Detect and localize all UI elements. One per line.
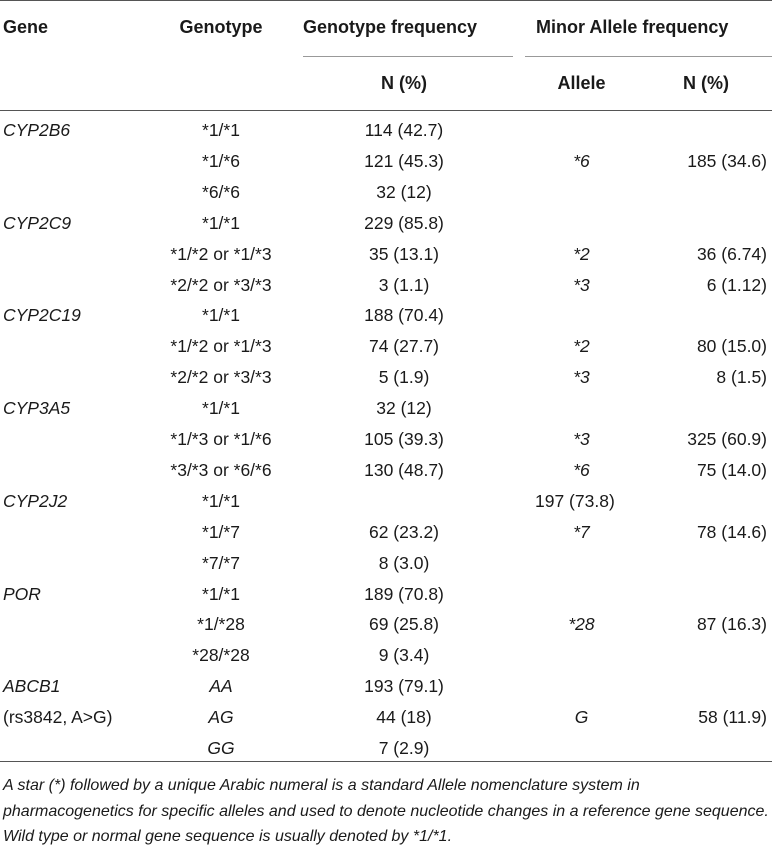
header-bottom-rule: [0, 110, 772, 111]
cell-allele: *2: [573, 336, 590, 356]
cell-genotype: *1/*1: [202, 584, 240, 604]
cell-genotype: *2/*2 or *3/*3: [170, 367, 272, 387]
header-gene: Gene: [3, 17, 49, 37]
cell-genotype: *1/*1: [202, 213, 240, 233]
cell-genotype: *6/*6: [202, 182, 240, 202]
header-n-pct-allele: N (%): [683, 73, 729, 93]
cell-genotype: *1/*1: [202, 398, 240, 418]
cell-freq: 74 (27.7): [368, 336, 440, 356]
cell-genotype: AA: [209, 676, 233, 696]
cell-allele: *6: [573, 460, 590, 480]
header-genotype-frequency: Genotype frequency: [303, 17, 478, 37]
cell-genotype: GG: [207, 738, 235, 758]
cell-gene: CYP2B6: [3, 120, 71, 140]
cell-allele: *28: [568, 614, 595, 634]
header-minor-allele-frequency: Minor Allele frequency: [536, 17, 729, 37]
cell-allele: *3: [573, 429, 590, 449]
cell-allele: *2: [573, 244, 590, 264]
minor-allele-frequency-underline: [525, 56, 772, 57]
genotype-frequency-underline: [303, 56, 513, 57]
cell-freq: 44 (18): [376, 707, 432, 727]
cell-freq: 8 (3.0): [378, 553, 430, 573]
cell-freq: 188 (70.4): [364, 305, 444, 325]
cell-allele: *7: [573, 522, 590, 542]
top-rule: [0, 0, 772, 1]
cell-allele: *3: [573, 275, 590, 295]
cell-freq: 35 (13.1): [368, 244, 440, 264]
cell-genotype: *7/*7: [202, 553, 240, 573]
table-footnote: A star (*) followed by a unique Arabic numeral is a standard Allele nomenclature system in pharmacogenetics for specific alleles and used to denote nucleotide changes in a reference gene sequence. Wild type or normal gene sequence is usually denoted by *1/*1.: [3, 777, 769, 845]
cell-maf: 6 (1.12): [706, 275, 767, 295]
cell-freq: 130 (48.7): [364, 460, 444, 480]
cell-genotype: *1/*1: [202, 491, 240, 511]
cell-freq: 9 (3.4): [378, 645, 430, 665]
cell-freq: 105 (39.3): [364, 429, 444, 449]
cell-maf: 325 (60.9): [687, 429, 767, 449]
cell-genotype: *1/*2 or *1/*3: [170, 336, 272, 356]
cell-allele: 197 (73.8): [535, 491, 615, 511]
cell-maf: 36 (6.74): [696, 244, 767, 264]
header-n-pct-genotype: N (%): [381, 73, 427, 93]
cell-genotype: *1/*1: [202, 305, 240, 325]
cell-freq: 229 (85.8): [364, 213, 444, 233]
cell-gene: CYP2C19: [3, 305, 81, 325]
cell-genotype: *2/*2 or *3/*3: [170, 275, 272, 295]
cell-freq: 32 (12): [376, 398, 432, 418]
cell-freq: 189 (70.8): [364, 584, 444, 604]
cell-genotype: *1/*28: [197, 614, 245, 634]
cell-freq: 3 (1.1): [378, 275, 430, 295]
cell-allele: *6: [573, 151, 590, 171]
cell-genotype: *28/*28: [192, 645, 250, 665]
cell-maf: 8 (1.5): [716, 367, 767, 387]
cell-allele: *3: [573, 367, 590, 387]
header-allele: Allele: [557, 73, 606, 93]
cell-freq: 121 (45.3): [364, 151, 444, 171]
table-bottom-rule: [0, 761, 772, 762]
cell-allele: G: [574, 707, 589, 727]
cell-genotype: *1/*2 or *1/*3: [170, 244, 272, 264]
cell-gene: CYP3A5: [3, 398, 71, 418]
cell-gene: ABCB1: [3, 676, 61, 696]
cell-genotype: *1/*6: [202, 151, 240, 171]
cell-gene-note: (rs3842, A>G): [3, 707, 113, 727]
cell-gene: CYP2J2: [3, 491, 68, 511]
cell-gene: CYP2C9: [3, 213, 72, 233]
cell-maf: 80 (15.0): [696, 336, 767, 356]
cell-maf: 58 (11.9): [698, 707, 767, 727]
cell-maf: 87 (16.3): [696, 614, 767, 634]
cell-freq: 193 (79.1): [364, 676, 444, 696]
cell-freq: 5 (1.9): [378, 367, 430, 387]
cell-freq: 62 (23.2): [368, 522, 440, 542]
cell-freq: 32 (12): [376, 182, 432, 202]
cell-maf: 185 (34.6): [687, 151, 767, 171]
cell-maf: 78 (14.6): [696, 522, 767, 542]
cell-genotype: *1/*7: [202, 522, 240, 542]
cell-freq: 7 (2.9): [378, 738, 430, 758]
cell-genotype: AG: [208, 707, 234, 727]
cell-freq: 69 (25.8): [368, 614, 440, 634]
cell-genotype: *1/*1: [202, 120, 240, 140]
header-genotype: Genotype: [179, 17, 263, 37]
cell-gene: POR: [3, 584, 41, 604]
cell-freq: 114 (42.7): [364, 120, 444, 140]
cell-genotype: *3/*3 or *6/*6: [170, 460, 272, 480]
cell-maf: 75 (14.0): [696, 460, 767, 480]
cell-genotype: *1/*3 or *1/*6: [170, 429, 272, 449]
